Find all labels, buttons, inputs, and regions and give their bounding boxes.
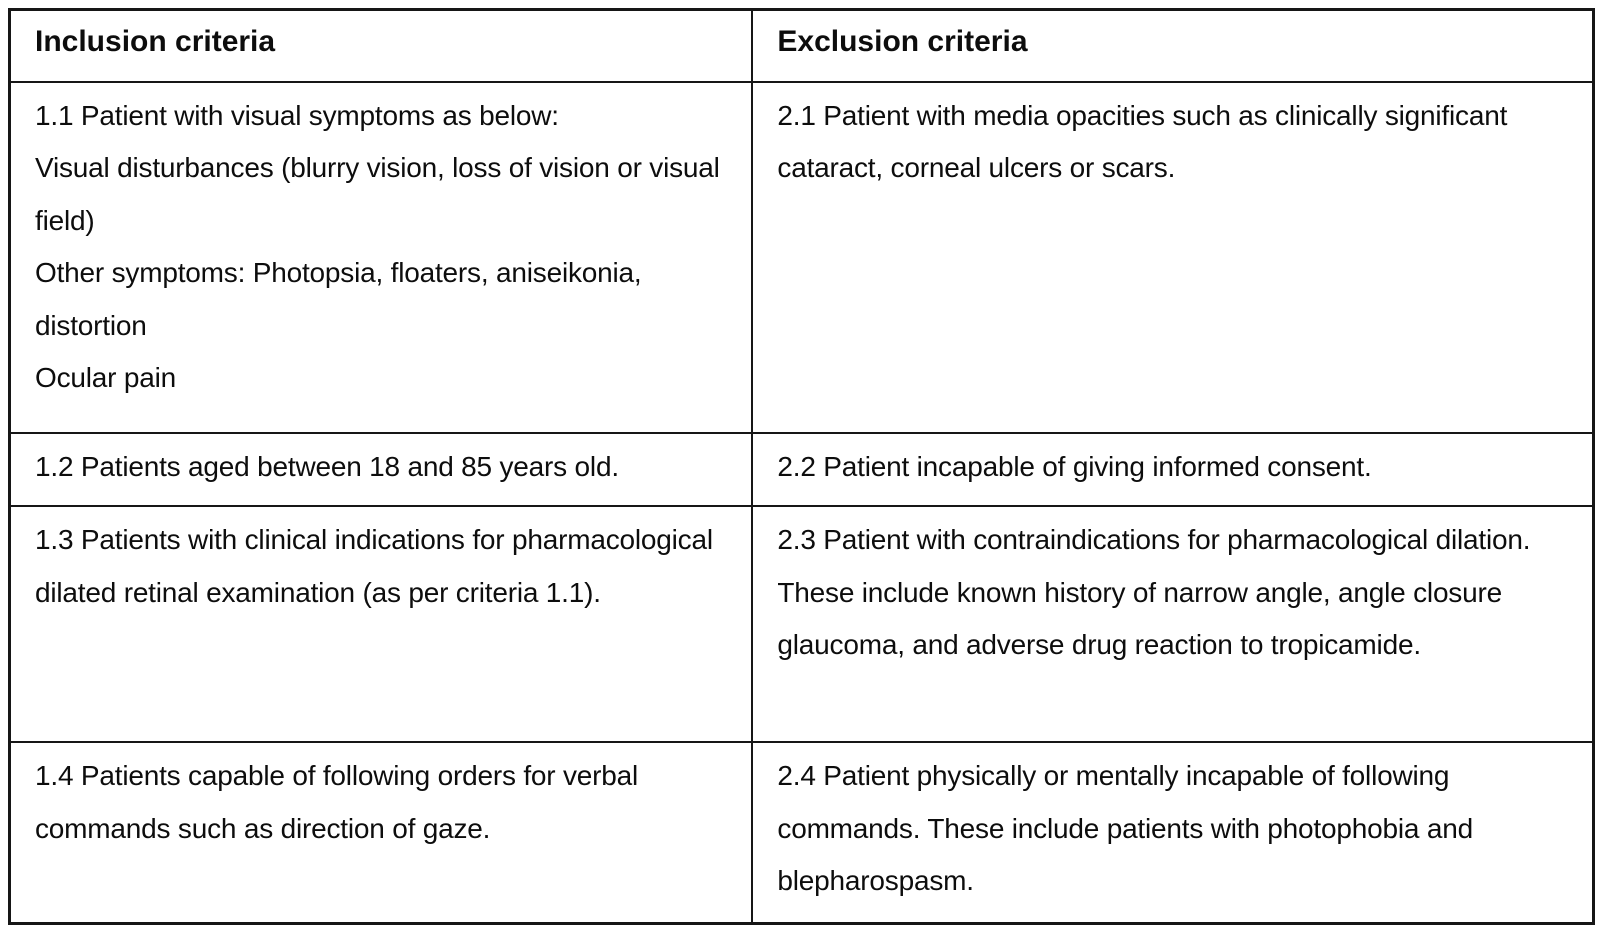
inclusion-cell-1-3 xyxy=(10,506,753,742)
inclusion-cell-1-4 xyxy=(10,742,753,923)
exclusion-cell-2-3 xyxy=(752,506,1593,742)
table-row xyxy=(10,742,1594,923)
cell-paragraph: 1.4 Patients capable of following orders for verbal commands such as direction of gaze. xyxy=(35,760,639,844)
table-row xyxy=(10,82,1594,433)
cell-paragraph: 1.2 Patients aged between 18 and 85 years old. xyxy=(35,450,619,482)
exclusion-criteria-header: Exclusion criteria xyxy=(752,10,1593,82)
table-row xyxy=(10,506,1594,742)
cell-paragraph: Ocular pain xyxy=(35,362,176,393)
inclusion-criteria-header: Inclusion criteria xyxy=(10,10,753,82)
criteria-table xyxy=(8,8,1595,925)
exclusion-cell-2-2 xyxy=(752,433,1593,507)
inclusion-cell-1-2 xyxy=(10,433,753,507)
table-row xyxy=(10,433,1594,507)
header-row xyxy=(10,10,1594,82)
exclusion-cell-2-4 xyxy=(752,742,1593,923)
cell-paragraph: 2.2 Patient incapable of giving informed consent. xyxy=(777,450,1372,482)
cell-paragraph: 2.3 Patient with contraindications for pharmacological dilation. These include known history of narrow angle, angle closure glaucoma, and adverse drug reaction to tropicamide. xyxy=(777,524,1531,660)
exclusion-cell-2-1 xyxy=(752,82,1593,433)
cell-paragraph: 2.1 Patient with media opacities such as clinically significant cataract, corneal ulcers or scars. xyxy=(777,99,1508,183)
cell-paragraph: 1.1 Patient with visual symptoms as below: xyxy=(35,99,559,131)
cell-paragraph: Other symptoms: Photopsia, floaters, aniseikonia, distortion xyxy=(35,257,642,341)
inclusion-cell-1-1 xyxy=(10,82,753,433)
cell-paragraph: Visual disturbances (blurry vision, loss of vision or visual field) xyxy=(35,152,720,236)
cell-paragraph: 1.3 Patients with clinical indications for pharmacological dilated retinal examination (as per criteria 1.1). xyxy=(35,524,713,608)
cell-paragraph: 2.4 Patient physically or mentally incapable of following commands. These include patients with photophobia and blepharospasm. xyxy=(777,760,1473,896)
